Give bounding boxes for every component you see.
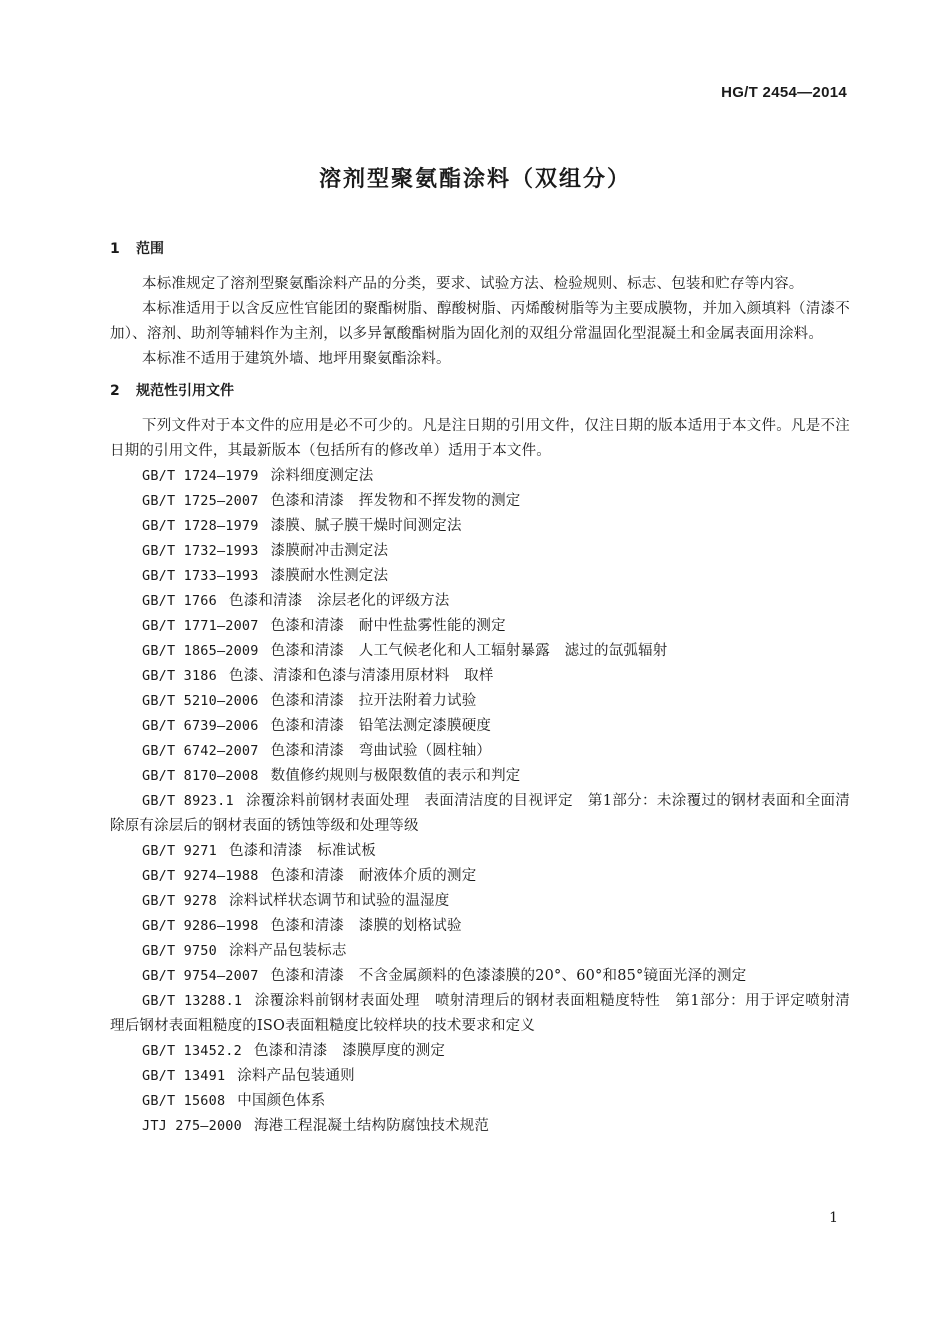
scope-paragraph: 本标准规定了溶剂型聚氨酯涂料产品的分类，要求、试验方法、检验规则、标志、包装和贮存等内容。 [142, 276, 804, 292]
reference-code: GB/T 9754—2007 [142, 968, 259, 984]
reference-title: 色漆和清漆 弯曲试验（圆柱轴） [270, 743, 492, 759]
reference-item [110, 739, 850, 764]
reference-item [110, 539, 850, 564]
reference-list [110, 464, 850, 1139]
reference-item [110, 789, 850, 839]
reference-title: 涂料试样状态调节和试验的温湿度 [228, 893, 450, 909]
reference-code: GB/T 8170—2008 [142, 768, 259, 784]
reference-item [110, 1089, 850, 1114]
reference-title: 色漆和清漆 不含金属颜料的色漆漆膜的20°、60°和85°镜面光泽的测定 [270, 968, 747, 984]
reference-item [110, 864, 850, 889]
page-number: 1 [829, 1210, 838, 1226]
reference-code: GB/T 9271 [142, 843, 217, 859]
reference-code: GB/T 15608 [142, 1093, 226, 1109]
reference-code: GB/T 3186 [142, 668, 217, 684]
reference-item [110, 889, 850, 914]
section-number: 2 [110, 383, 120, 399]
references-intro: 下列文件对于本文件的应用是必不可少的。凡是注日期的引用文件，仅注日期的版本适用于本文件。凡是不注日期的引用文件，其最新版本（包括所有的修改单）适用于本文件。 [110, 418, 850, 459]
reference-title: 涂覆涂料前钢材表面处理 表面清洁度的目视评定 第1部分：未涂覆过的钢材表面和全面清除原有涂层后的钢材表面的锈蚀等级和处理等级 [110, 793, 851, 834]
scope-paragraph: 本标准不适用于建筑外墙、地坪用聚氨酯涂料。 [142, 351, 451, 367]
reference-code: GB/T 1733—1993 [142, 568, 259, 584]
reference-title: 漆膜耐冲击测定法 [270, 543, 389, 559]
reference-item [110, 939, 850, 964]
reference-title: 色漆和清漆 铅笔法测定漆膜硬度 [270, 718, 492, 734]
section-number: 1 [110, 241, 120, 257]
reference-title: 漆膜、腻子膜干燥时间测定法 [270, 518, 462, 534]
reference-code: GB/T 13491 [142, 1068, 226, 1084]
reference-title: 色漆和清漆 人工气候老化和人工辐射暴露 滤过的氙弧辐射 [270, 643, 668, 659]
reference-code: GB/T 1728—1979 [142, 518, 259, 534]
section-heading-scope [110, 236, 850, 262]
reference-code: GB/T 13452.2 [142, 1043, 242, 1059]
reference-title: 色漆和清漆 标准试板 [228, 843, 376, 859]
reference-code: GB/T 9278 [142, 893, 217, 909]
reference-title: 色漆和清漆 耐液体介质的测定 [270, 868, 477, 884]
reference-title: 色漆和清漆 漆膜的划格试验 [270, 918, 462, 934]
reference-title: 涂料细度测定法 [270, 468, 374, 484]
reference-code: GB/T 8923.1 [142, 793, 234, 809]
section-heading-references [110, 378, 850, 404]
reference-code: GB/T 9274—1988 [142, 868, 259, 884]
reference-code: GB/T 1865—2009 [142, 643, 259, 659]
reference-item [110, 989, 850, 1039]
reference-code: GB/T 1732—1993 [142, 543, 259, 559]
reference-item [110, 689, 850, 714]
section-title: 范围 [136, 241, 164, 257]
reference-title: 色漆和清漆 拉开法附着力试验 [270, 693, 477, 709]
reference-title: 涂覆涂料前钢材表面处理 喷射清理后的钢材表面粗糙度特性 第1部分：用于评定喷射清理后钢材表面粗糙度的ISO表面粗糙度比较样块的技术要求和定义 [110, 993, 850, 1034]
section-title: 规范性引用文件 [136, 383, 234, 399]
reference-item [110, 964, 850, 989]
reference-item [110, 839, 850, 864]
reference-item [110, 514, 850, 539]
reference-code: GB/T 13288.1 [142, 993, 243, 1009]
reference-item [110, 639, 850, 664]
document-title: 溶剂型聚氨酯涂料（双组分） [318, 167, 631, 192]
document-body [110, 236, 850, 1139]
reference-title: 漆膜耐水性测定法 [270, 568, 389, 584]
reference-item [110, 764, 850, 789]
reference-title: 色漆和清漆 漆膜厚度的测定 [253, 1043, 446, 1059]
reference-item [110, 1039, 850, 1064]
reference-item [110, 614, 850, 639]
reference-code: JTJ 275—2000 [142, 1118, 242, 1134]
reference-code: GB/T 6739—2006 [142, 718, 259, 734]
standard-code: HG/T 2454—2014 [721, 84, 847, 101]
reference-title: 海港工程混凝土结构防腐蚀技术规范 [253, 1118, 490, 1134]
reference-item [110, 1114, 850, 1139]
reference-title: 色漆、清漆和色漆与清漆用原材料 取样 [228, 668, 494, 684]
scope-paragraph: 本标准适用于以含反应性官能团的聚酯树脂、醇酸树脂、丙烯酸树脂等为主要成膜物，并加入颜填料（清漆不加）、溶剂、助剂等辅料作为主剂，以多异氰酸酯树脂为固化剂的双组分常温固化型混凝土和金属表面用涂料。 [110, 301, 850, 342]
reference-title: 涂料产品包装通则 [237, 1068, 355, 1084]
reference-item [110, 589, 850, 614]
reference-code: GB/T 6742—2007 [142, 743, 259, 759]
reference-code: GB/T 1724—1979 [142, 468, 259, 484]
reference-title: 色漆和清漆 挥发物和不挥发物的测定 [270, 493, 521, 509]
reference-item [110, 664, 850, 689]
reference-title: 色漆和清漆 耐中性盐雾性能的测定 [270, 618, 506, 634]
reference-item [110, 489, 850, 514]
reference-item [110, 714, 850, 739]
reference-code: GB/T 1771—2007 [142, 618, 259, 634]
reference-item [110, 914, 850, 939]
reference-code: GB/T 1725—2007 [142, 493, 259, 509]
reference-title: 色漆和清漆 涂层老化的评级方法 [228, 593, 450, 609]
reference-title: 数值修约规则与极限数值的表示和判定 [270, 768, 521, 784]
reference-code: GB/T 5210—2006 [142, 693, 259, 709]
reference-code: GB/T 9286—1998 [142, 918, 259, 934]
reference-code: GB/T 9750 [142, 943, 217, 959]
reference-item [110, 564, 850, 589]
reference-title: 涂料产品包装标志 [228, 943, 347, 959]
reference-item [110, 1064, 850, 1089]
reference-item [110, 464, 850, 489]
reference-title: 中国颜色体系 [237, 1093, 326, 1109]
reference-code: GB/T 1766 [142, 593, 217, 609]
